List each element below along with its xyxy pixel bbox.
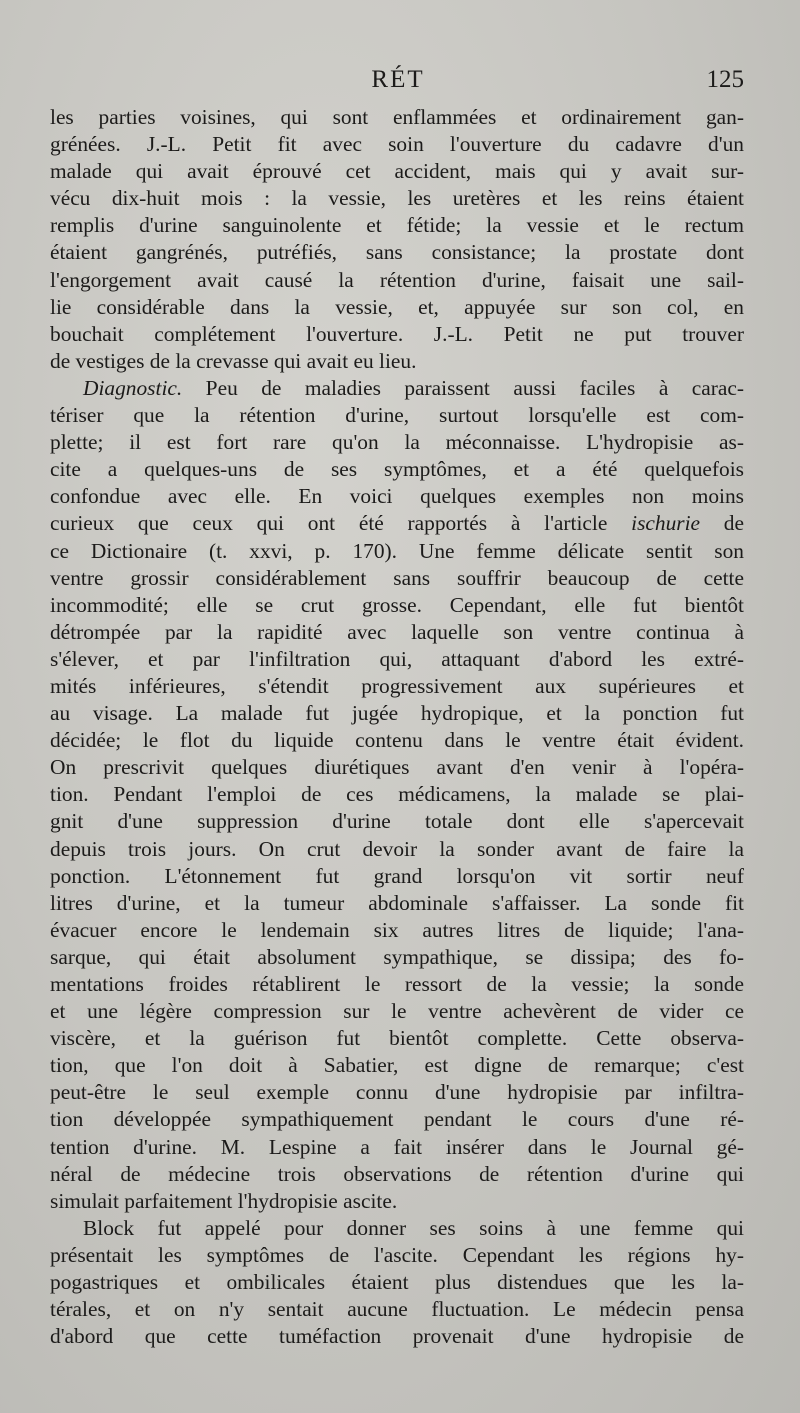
line-text: bouchait complétement l'ouverture. J.-L. Petit ne put trouver bbox=[50, 321, 744, 346]
line-text: lie considérable dans la vessie, et, appuyée sur son col, en bbox=[50, 294, 744, 319]
line-text: vécu dix-huit mois : la vessie, les uretères et les reins étaient bbox=[50, 186, 744, 211]
body-text bbox=[50, 104, 744, 1350]
line-text: tériser que la rétention d'urine, surtout lorsqu'elle est com- bbox=[50, 403, 744, 428]
text-line bbox=[50, 971, 744, 998]
text-line bbox=[50, 754, 744, 781]
line-text: confondue avec elle. En voici quelques exemples non moins bbox=[50, 484, 744, 509]
line-text: curieux que ceux qui ont été rapportés à l'article bbox=[50, 511, 632, 536]
line-text: détrompée par la rapidité avec laquelle son ventre continua à bbox=[50, 619, 744, 644]
text-line bbox=[50, 158, 744, 185]
text-line bbox=[50, 836, 744, 863]
line-text: gnit d'une suppression d'urine totale dont elle s'apercevait bbox=[50, 809, 744, 834]
line-text: Peu de maladies paraissent aussi faciles à carac- bbox=[182, 375, 744, 400]
running-head bbox=[52, 66, 744, 100]
text-line bbox=[50, 1161, 744, 1188]
text-line bbox=[50, 727, 744, 754]
line-text: depuis trois jours. On crut devoir la sonder avant de faire la bbox=[50, 836, 744, 861]
text-line bbox=[50, 348, 744, 375]
line-text: malade qui avait éprouvé cet accident, mais qui y avait sur- bbox=[50, 159, 744, 184]
line-text: étaient gangrénés, putréfiés, sans consistance; la prostate dont bbox=[50, 240, 744, 265]
line-text: au visage. La malade fut jugée hydropique, et la ponction fut bbox=[50, 701, 744, 726]
line-text: Block fut appelé pour donner ses soins à une femme qui bbox=[83, 1215, 744, 1240]
text-line bbox=[50, 402, 744, 429]
text-line bbox=[50, 619, 744, 646]
text-line bbox=[50, 1242, 744, 1269]
text-line bbox=[50, 131, 744, 158]
text-line bbox=[50, 1052, 744, 1079]
line-text: mentations froides rétablirent le ressort de la vessie; la sonde bbox=[50, 972, 744, 996]
line-text: peut-être le seul exemple connu d'une hydropisie par infiltra- bbox=[50, 1080, 744, 1105]
line-text: décidée; le flot du liquide contenu dans le ventre était évident. bbox=[50, 728, 744, 753]
line-text: les parties voisines, qui sont enflammées et ordinairement gan- bbox=[50, 105, 744, 129]
line-text: tention d'urine. M. Lespine a fait insérer dans le Journal gé- bbox=[50, 1134, 744, 1159]
line-text: d'abord que cette tuméfaction provenait d'une hydropisie de bbox=[50, 1324, 744, 1349]
text-line bbox=[50, 429, 744, 456]
text-line bbox=[50, 1215, 744, 1242]
line-text: ventre grossir considérablement sans souffrir beaucoup de cette bbox=[50, 565, 744, 590]
text-line bbox=[50, 1296, 744, 1323]
line-text: s'élever, et par l'infiltration qui, attaquant d'abord les extré- bbox=[50, 646, 744, 671]
text-line bbox=[50, 538, 744, 565]
text-line bbox=[50, 592, 744, 619]
italic-term: Diagnostic. bbox=[83, 375, 183, 400]
line-text: remplis d'urine sanguinolente et fétide; la vessie et le rectum bbox=[50, 213, 744, 238]
line-text: tion développée sympathiquement pendant le cours d'une ré- bbox=[50, 1107, 744, 1132]
line-text: simulait parfaitement l'hydropisie ascite. bbox=[50, 1188, 398, 1213]
line-text: tion. Pendant l'emploi de ces médicamens, la malade se plai- bbox=[50, 782, 744, 807]
text-line bbox=[50, 673, 744, 700]
italic-term: ischurie bbox=[631, 511, 701, 536]
text-line bbox=[50, 1188, 744, 1215]
line-text: présentait les symptômes de l'ascite. Cependant les régions hy- bbox=[50, 1242, 744, 1267]
line-text: ce Dictionaire (t. xxvi, p. 170). Une femme délicate sentit son bbox=[50, 538, 744, 563]
text-line bbox=[50, 646, 744, 673]
text-line bbox=[50, 239, 744, 266]
text-line bbox=[50, 321, 744, 348]
line-text: néral de médecine trois observations de rétention d'urine qui bbox=[50, 1161, 744, 1186]
text-line bbox=[50, 808, 744, 835]
line-text: ponction. L'étonnement fut grand lorsqu'on vit sortir neuf bbox=[50, 863, 744, 888]
text-line bbox=[50, 1025, 744, 1052]
text-line bbox=[50, 267, 744, 294]
text-line bbox=[50, 1323, 744, 1350]
text-line bbox=[50, 890, 744, 917]
text-line bbox=[50, 483, 744, 510]
line-text: incommodité; elle se crut grosse. Cependant, elle fut bientôt bbox=[50, 592, 744, 617]
text-line bbox=[50, 104, 744, 131]
text-line bbox=[50, 700, 744, 727]
text-line bbox=[50, 917, 744, 944]
text-line bbox=[50, 998, 744, 1025]
text-line bbox=[50, 781, 744, 808]
line-text: mités inférieures, s'étendit progressivement aux supérieures et bbox=[50, 673, 744, 698]
text-line bbox=[50, 185, 744, 212]
text-line bbox=[50, 510, 744, 537]
line-text: viscère, et la guérison fut bientôt complette. Cette observa- bbox=[50, 1026, 744, 1051]
text-line bbox=[50, 375, 744, 402]
running-title: RÉT bbox=[371, 66, 425, 93]
line-text: évacuer encore le lendemain six autres litres de liquide; l'ana- bbox=[50, 917, 744, 942]
text-line bbox=[50, 863, 744, 890]
line-text: pogastriques et ombilicales étaient plus distendues que les la- bbox=[50, 1270, 744, 1295]
text-line bbox=[50, 212, 744, 239]
text-line bbox=[50, 1106, 744, 1133]
text-line bbox=[50, 944, 744, 971]
line-text: sarque, qui était absolument sympathique, se dissipa; des fo- bbox=[50, 944, 744, 969]
line-text: et une légère compression sur le ventre achevèrent de vider ce bbox=[50, 999, 744, 1024]
text-line bbox=[50, 1134, 744, 1161]
line-text: de bbox=[700, 511, 744, 536]
text-line bbox=[50, 1079, 744, 1106]
line-text: térales, et on n'y sentait aucune fluctuation. Le médecin pensa bbox=[50, 1297, 744, 1322]
page-number: 125 bbox=[706, 66, 744, 93]
line-text: On prescrivit quelques diurétiques avant d'en venir à l'opéra- bbox=[50, 755, 744, 780]
line-text: litres d'urine, et la tumeur abdominale s'affaisser. La sonde fit bbox=[50, 890, 744, 915]
line-text: de vestiges de la crevasse qui avait eu lieu. bbox=[50, 348, 417, 373]
text-line bbox=[50, 456, 744, 483]
text-line bbox=[50, 1269, 744, 1296]
line-text: grénées. J.-L. Petit fit avec soin l'ouverture du cadavre d'un bbox=[50, 132, 744, 157]
line-text: l'engorgement avait causé la rétention d'urine, faisait une sail- bbox=[50, 267, 744, 292]
text-line bbox=[50, 565, 744, 592]
line-text: tion, que l'on doit à Sabatier, est digne de remarque; c'est bbox=[50, 1053, 744, 1078]
line-text: plette; il est fort rare qu'on la méconnaisse. L'hydropisie as- bbox=[50, 430, 744, 455]
text-line bbox=[50, 294, 744, 321]
line-text: cite a quelques-uns de ses symptômes, et a été quelquefois bbox=[50, 457, 744, 482]
